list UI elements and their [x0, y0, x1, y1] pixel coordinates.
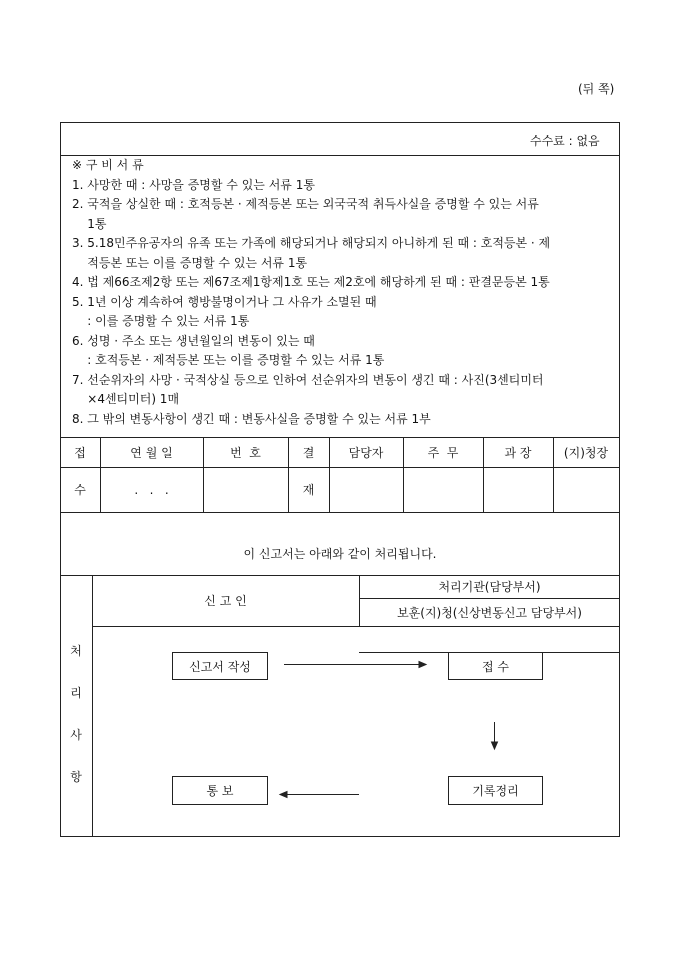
doc-line: : 호적등본 · 제적등본 또는 이를 증명할 수 있는 서류 1통: [72, 353, 385, 367]
doc-line: 4. 법 제66조제2항 또는 제67조제1항제1호 또는 제2호에 해당하게 된 때 : 판결문등본 1통: [72, 275, 550, 289]
agency-header: 처리기관(담당부서): [438, 580, 541, 594]
side-char: 항: [70, 770, 82, 784]
approval-cell: 접: [74, 445, 86, 460]
reporter-header: 신 고 인: [204, 594, 247, 608]
side-char: 처: [70, 644, 82, 658]
doc-line: 1통: [72, 216, 107, 231]
docs-title: ※ 구 비 서 류: [72, 158, 144, 172]
step-receive: 접 수: [448, 652, 543, 680]
approval-cell: 재: [302, 483, 315, 497]
doc-line: 5. 1년 이상 계속하여 행방불명이거나 그 사유가 소멸된 때: [72, 294, 377, 309]
approval-cell: 번 호: [230, 445, 261, 460]
approval-cell: 주 무: [427, 445, 459, 460]
notice-text: 이 신고서는 아래와 같이 처리됩니다.: [243, 546, 437, 561]
doc-line: ×4센티미터) 1매: [72, 392, 180, 406]
step-notify: 통 보: [172, 776, 268, 805]
step-record: 기록정리: [448, 776, 543, 805]
agency-dept: 보훈(지)청(신상변동신고 담당부서): [397, 606, 582, 620]
fee-text: 수수료 : 없음: [530, 134, 600, 148]
side-char: 사: [70, 728, 82, 742]
approval-cell: 연 월 일: [130, 445, 173, 460]
doc-line: : 이를 증명할 수 있는 서류 1통: [72, 314, 250, 328]
doc-line: 적등본 또는 이를 증명할 수 있는 서류 1통: [72, 255, 308, 270]
doc-line: 6. 성명 · 주소 또는 생년월일의 변동이 있는 때: [72, 333, 315, 348]
side-char: 리: [70, 686, 82, 700]
approval-cell: 결: [302, 445, 315, 460]
approval-cell: . . .: [134, 482, 169, 497]
doc-line: 3. 5.18민주유공자의 유족 또는 가족에 해당되거나 해당되지 아니하게 된 때 : 호적등본 · 제: [72, 236, 551, 250]
approval-cell: (지)청장: [563, 445, 609, 460]
approval-cell: 과 장: [504, 445, 532, 460]
side-label: (뒤 쪽): [578, 82, 615, 96]
doc-line: 7. 선순위자의 사망 · 국적상실 등으로 인하여 선순위자의 변동이 생긴 때 : 사진(3센티미터: [72, 372, 544, 387]
approval-cell: 담당자: [348, 445, 384, 460]
doc-line: 8. 그 밖의 변동사항이 생긴 때 : 변동사실을 증명할 수 있는 서류 1부: [72, 411, 431, 426]
step-write: 신고서 작성: [172, 652, 268, 680]
approval-cell: 수: [74, 483, 86, 497]
doc-line: 1. 사망한 때 : 사망을 증명할 수 있는 서류 1통: [72, 177, 315, 192]
doc-line: 2. 국적을 상실한 때 : 호적등본 · 제적등본 또는 외국국적 취득사실을 증명할 수 있는 서류: [72, 197, 539, 211]
